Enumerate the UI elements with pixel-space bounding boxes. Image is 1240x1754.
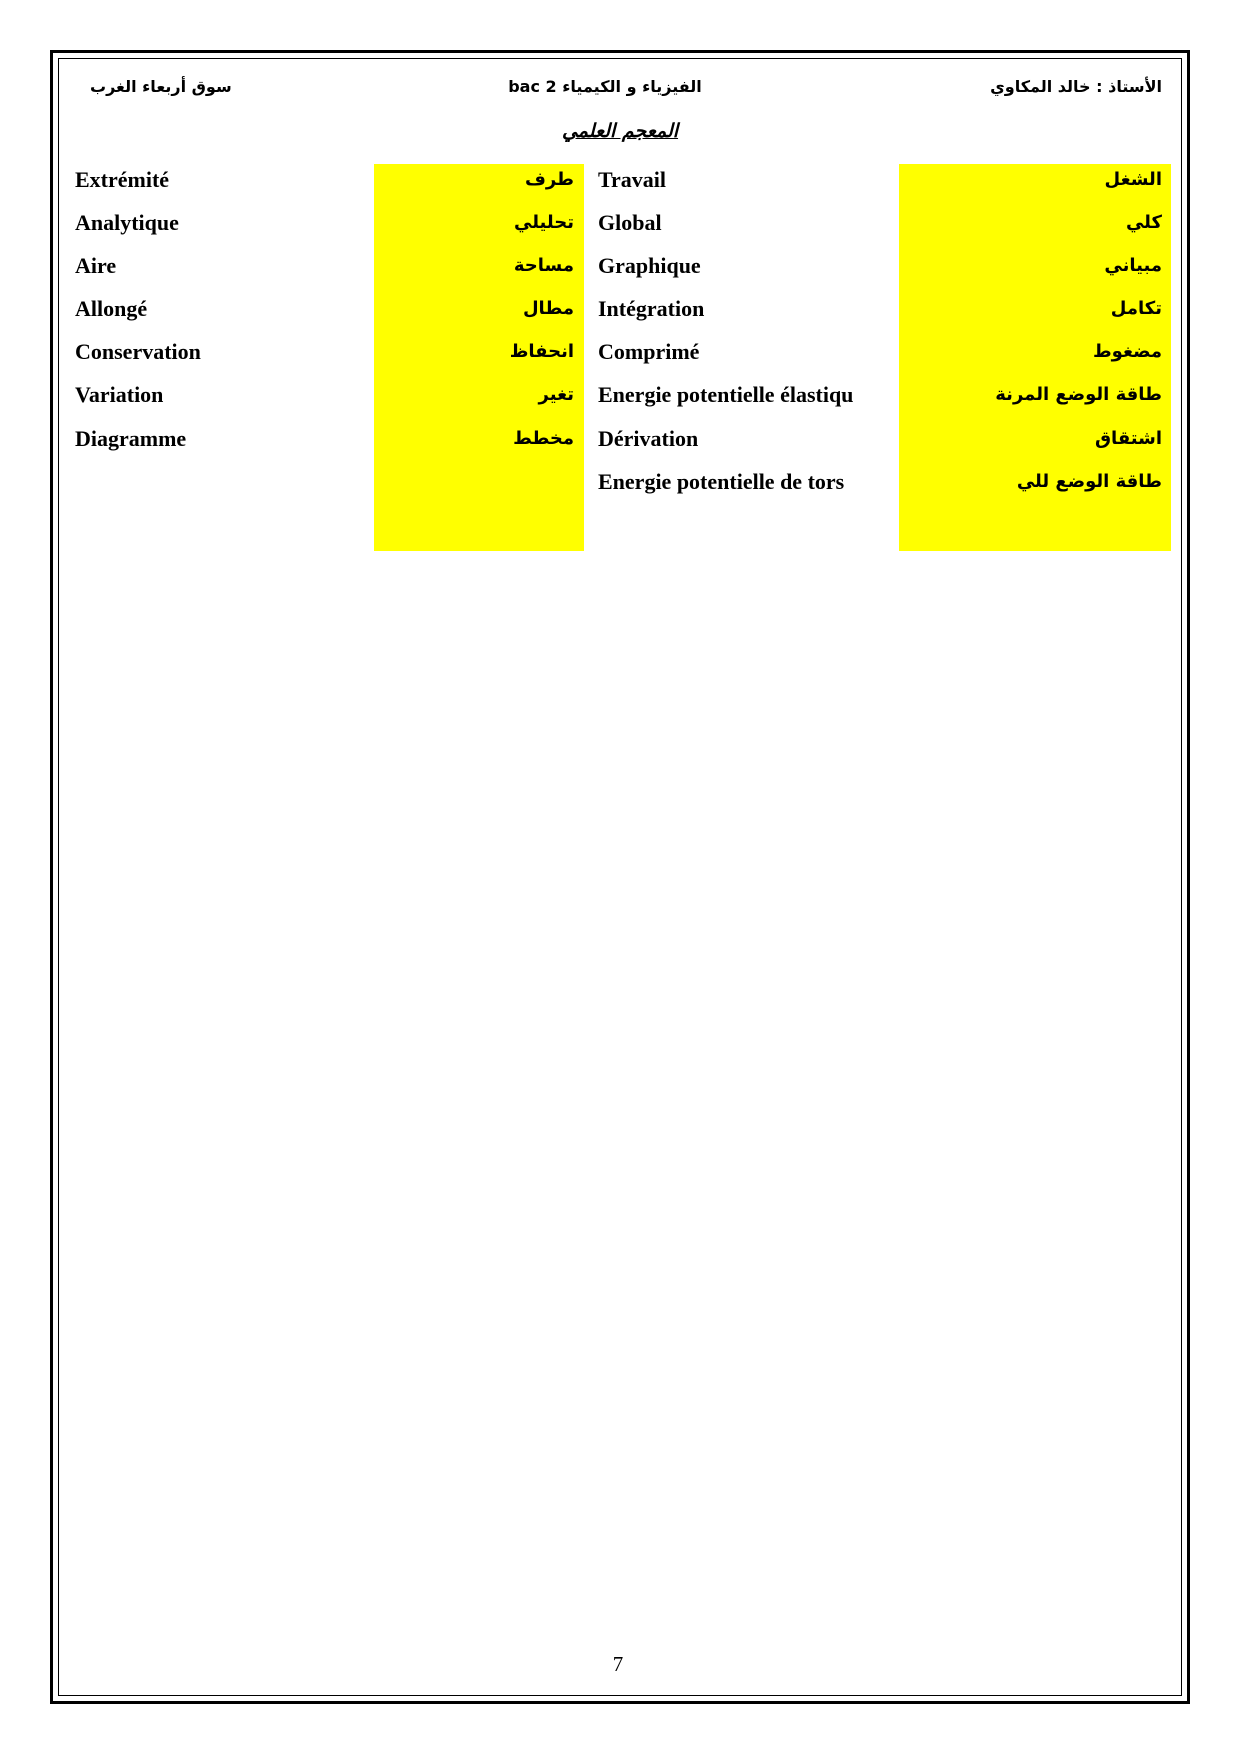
glossary-term-fr: Graphique — [598, 253, 701, 279]
page-number: 7 — [612, 1652, 624, 1676]
glossary-term-ar: انحفاظ — [509, 341, 574, 363]
glossary-term-ar: مطال — [522, 298, 574, 320]
glossary-term-ar: تغير — [538, 384, 574, 406]
glossary-term-ar: طاقة الوضع المرنة — [995, 384, 1162, 406]
empty-cell — [75, 467, 374, 510]
glossary-term-fr: Analytique — [75, 210, 179, 236]
glossary-term-fr: Global — [598, 210, 662, 236]
glossary-term-ar: مضغوط — [1092, 341, 1162, 363]
glossary-term-fr: Conservation — [75, 339, 201, 365]
glossary-term-ar: اشتقاق — [1094, 427, 1162, 449]
glossary-term-fr: Dérivation — [598, 425, 699, 451]
glossary-term-fr: Variation — [75, 382, 164, 408]
glossary-term-fr: Aire — [75, 253, 117, 279]
glossary-term-fr: Energie potentielle élastiqu — [598, 382, 854, 408]
glossary-term-fr: Allongé — [75, 296, 148, 322]
glossary-term-fr: Diagramme — [75, 425, 187, 451]
header-teacher: الأستاذ : خالد المكاوي — [990, 77, 1162, 96]
glossary-term-fr: Energie potentielle de tors — [598, 468, 845, 494]
page-title: المعجم العلمي — [561, 120, 679, 142]
glossary-term-ar: تكامل — [1110, 298, 1162, 320]
glossary-term-fr: Travail — [598, 167, 667, 192]
glossary-table — [75, 165, 1171, 510]
glossary-term-ar: طرف — [524, 169, 574, 190]
empty-cell — [374, 467, 584, 510]
glossary-term-fr: Intégration — [598, 296, 705, 322]
glossary-term-ar: تحليلي — [514, 212, 574, 234]
glossary-term-ar: مساحة — [513, 255, 574, 277]
header-subject: الفيزياء و الكيمياء 2 bac — [508, 77, 702, 96]
glossary-term-fr: Extrémité — [75, 167, 170, 192]
glossary-term-ar: مبياني — [1104, 255, 1162, 277]
header-location: سوق أربعاء الغرب — [90, 77, 232, 96]
glossary-term-ar: كلي — [1125, 212, 1162, 234]
glossary-term-ar: الشغل — [1104, 169, 1162, 190]
glossary-term-ar: طاقة الوضع للي — [1016, 470, 1162, 492]
glossary-term-ar: مخطط — [513, 427, 574, 449]
glossary-term-fr: Comprimé — [598, 339, 700, 365]
